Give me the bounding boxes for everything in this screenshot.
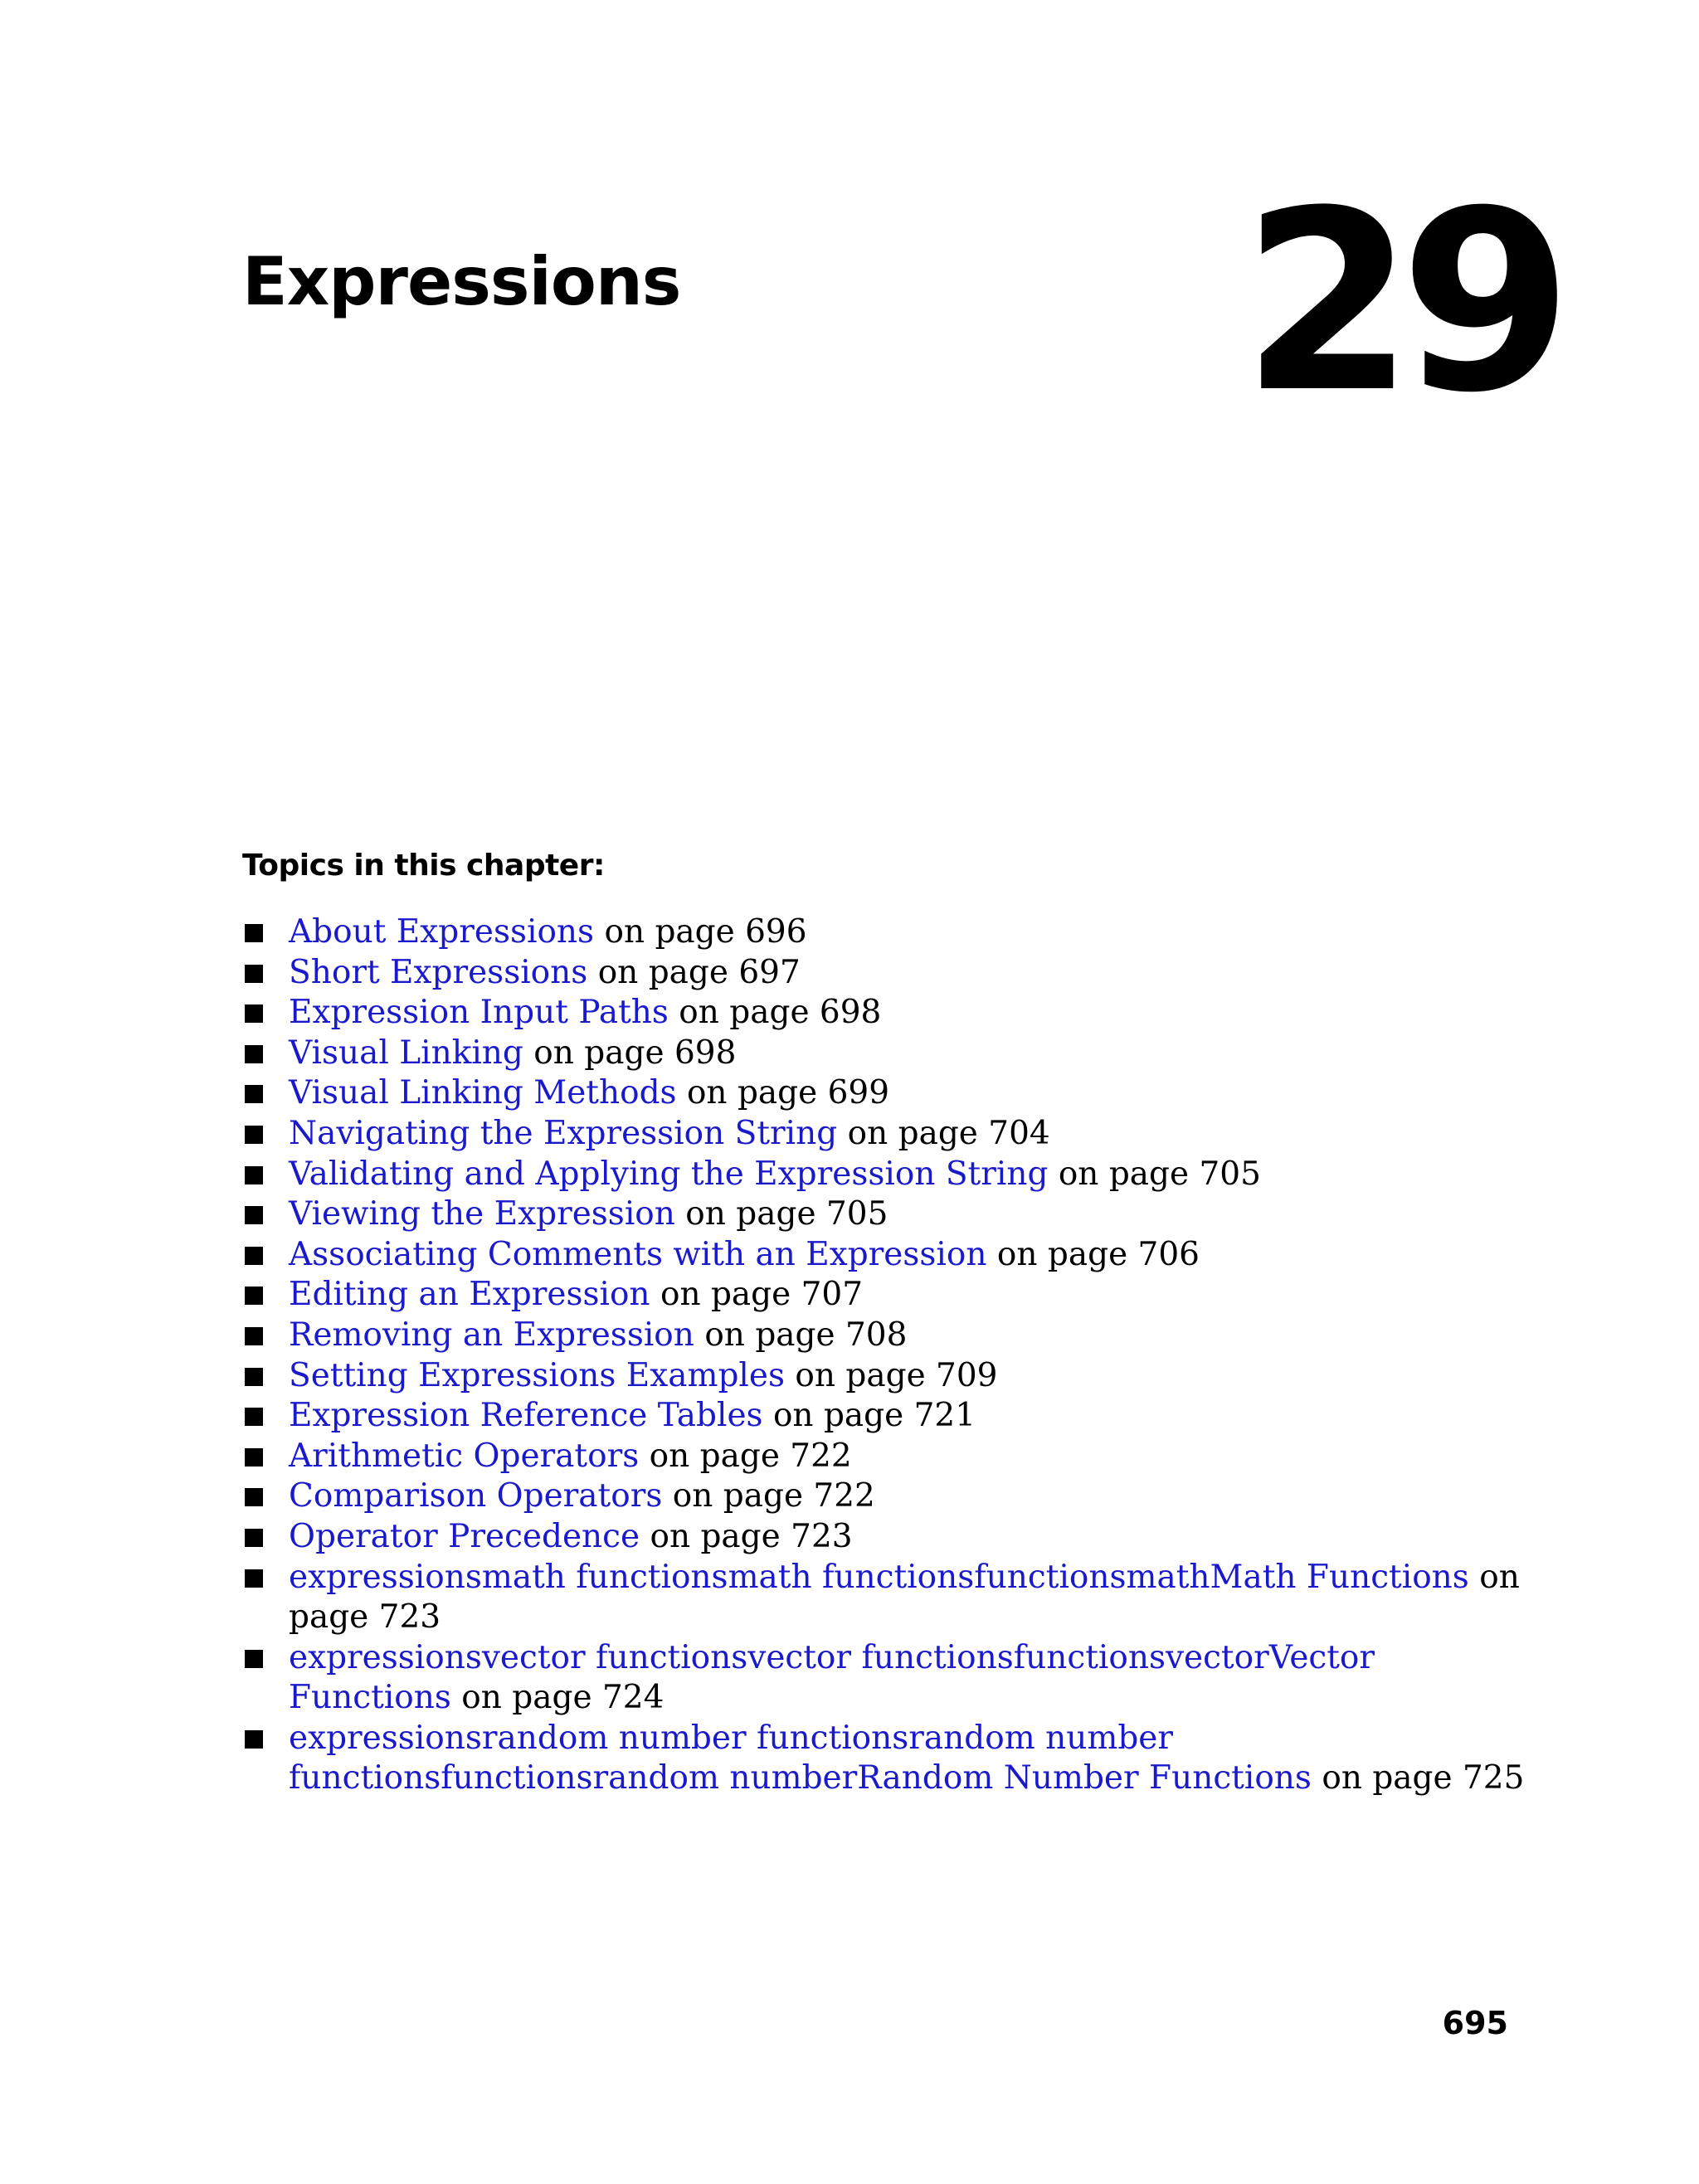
topic-page-ref: on page 708 — [694, 1316, 908, 1354]
topic-link-setting-expressions-examples[interactable]: Setting Expressions Examples — [289, 1356, 785, 1394]
topic-link-removing-expression[interactable]: Removing an Expression — [289, 1316, 694, 1354]
topic-page-ref: on page 696 — [594, 913, 807, 951]
topic-item — [242, 1275, 1545, 1316]
topic-link-editing-expression[interactable]: Editing an Expression — [289, 1276, 650, 1314]
square-bullet-icon — [245, 1448, 263, 1467]
topic-item — [242, 1316, 1545, 1356]
topic-link-validating-applying-expression-string[interactable]: Validating and Applying the Expression String — [289, 1155, 1049, 1193]
square-bullet-icon — [245, 924, 263, 942]
chapter-number: 29 — [1241, 158, 1558, 447]
topic-item — [242, 1155, 1545, 1195]
topic-item — [242, 1476, 1545, 1517]
topic-page-ref: on page 705 — [1048, 1155, 1261, 1193]
square-bullet-icon — [245, 1287, 263, 1305]
topic-page-ref: on page 723 — [640, 1517, 853, 1555]
topic-page-ref: on page 697 — [587, 953, 801, 991]
square-bullet-icon — [245, 1004, 263, 1023]
topic-item — [242, 1638, 1545, 1719]
topic-link-expression-input-paths[interactable]: Expression Input Paths — [289, 994, 669, 1032]
topics-heading: Topics in this chapter: — [242, 849, 605, 883]
square-bullet-icon — [245, 965, 263, 983]
topic-item — [242, 1517, 1545, 1558]
topic-page-ref: on page 722 — [639, 1437, 852, 1475]
topic-item — [242, 1396, 1545, 1437]
topic-page-ref: on page 699 — [676, 1074, 890, 1112]
square-bullet-icon — [245, 1529, 263, 1547]
topic-page-ref: on page 723 — [289, 1558, 1520, 1637]
topic-item — [242, 1073, 1545, 1114]
square-bullet-icon — [245, 1247, 263, 1265]
topic-item — [242, 912, 1545, 953]
square-bullet-icon — [245, 1488, 263, 1506]
topic-item — [242, 1558, 1545, 1638]
topic-link-math-functions[interactable]: expressionsmath functionsmath functionsfunctionsmathMath Functions — [289, 1558, 1469, 1596]
topic-page-ref: on page 706 — [986, 1235, 1200, 1273]
topic-item — [242, 1194, 1545, 1235]
topic-item — [242, 1235, 1545, 1276]
topic-link-random-number-functions[interactable]: expressionsrandom number functionsrandom number functionsfunctionsrandom numberRandom Number Functions — [289, 1719, 1312, 1797]
topic-item — [242, 953, 1545, 994]
square-bullet-icon — [245, 1368, 263, 1386]
square-bullet-icon — [245, 1166, 263, 1184]
topic-item — [242, 1356, 1545, 1397]
topic-item — [242, 1034, 1545, 1074]
topic-page-ref: on page 705 — [674, 1195, 888, 1233]
topic-page-ref: on page 725 — [1311, 1759, 1525, 1797]
square-bullet-icon — [245, 1126, 263, 1144]
topic-page-ref: on page 721 — [762, 1397, 976, 1435]
page-number: 695 — [1442, 2005, 1508, 2041]
topic-link-visual-linking-methods[interactable]: Visual Linking Methods — [289, 1074, 677, 1112]
topic-link-associating-comments[interactable]: Associating Comments with an Expression — [289, 1235, 987, 1273]
topic-page-ref: on page 709 — [785, 1356, 998, 1394]
topic-link-navigating-expression-string[interactable]: Navigating the Expression String — [289, 1114, 838, 1152]
topic-page-ref: on page 698 — [523, 1034, 737, 1072]
topic-link-expression-reference-tables[interactable]: Expression Reference Tables — [289, 1397, 763, 1435]
square-bullet-icon — [245, 1569, 263, 1588]
topic-page-ref: on page 724 — [450, 1679, 665, 1717]
topic-page-ref: on page 698 — [668, 994, 882, 1032]
topic-link-about-expressions[interactable]: About Expressions — [289, 913, 595, 951]
topic-link-viewing-expression[interactable]: Viewing the Expression — [289, 1195, 675, 1233]
square-bullet-icon — [245, 1045, 263, 1063]
topic-item — [242, 1437, 1545, 1477]
topic-item — [242, 993, 1545, 1034]
square-bullet-icon — [245, 1085, 263, 1103]
square-bullet-icon — [245, 1327, 263, 1345]
topic-list — [242, 912, 1545, 1799]
topic-link-operator-precedence[interactable]: Operator Precedence — [289, 1517, 640, 1555]
topic-page-ref: on page 722 — [662, 1477, 875, 1515]
topic-link-short-expressions[interactable]: Short Expressions — [289, 953, 588, 991]
topic-link-comparison-operators[interactable]: Comparison Operators — [289, 1477, 663, 1515]
topic-link-visual-linking[interactable]: Visual Linking — [289, 1034, 523, 1072]
chapter-title: Expressions — [242, 243, 681, 320]
square-bullet-icon — [245, 1650, 263, 1668]
topic-page-ref: on page 707 — [650, 1276, 864, 1314]
square-bullet-icon — [245, 1206, 263, 1224]
topic-link-arithmetic-operators[interactable]: Arithmetic Operators — [289, 1437, 640, 1475]
square-bullet-icon — [245, 1730, 263, 1749]
square-bullet-icon — [245, 1408, 263, 1426]
topic-item — [242, 1114, 1545, 1155]
topic-link-vector-functions[interactable]: expressionsvector functionsvector functionsfunctionsvectorVector Functions — [289, 1638, 1375, 1717]
topic-page-ref: on page 704 — [837, 1114, 1050, 1152]
topic-item — [242, 1719, 1545, 1799]
